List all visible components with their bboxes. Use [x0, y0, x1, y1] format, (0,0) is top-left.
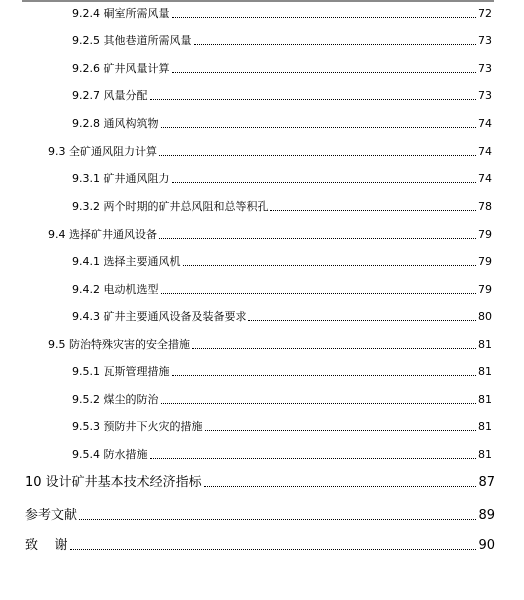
toc-entry-9-5[interactable]	[48, 337, 492, 353]
toc-entry-label: 9.4.2 电动机选型	[72, 283, 159, 296]
toc-entry-label: 9.3 全矿通风阻力计算	[48, 145, 157, 158]
toc-entry-acknowledgements[interactable]	[25, 537, 495, 555]
toc-entry-references[interactable]	[25, 507, 495, 525]
toc-entry-label: 9.3.2 两个时期的矿井总风阻和总等积孔	[72, 200, 269, 213]
toc-entry-page: 81	[478, 393, 492, 406]
toc-entry-label: 9.5.4 防水措施	[72, 448, 148, 461]
toc-entry-page: 81	[478, 448, 492, 461]
toc-entry-page: 87	[478, 475, 495, 490]
toc-entry-label: 9.5 防治特殊灾害的安全措施	[48, 338, 190, 351]
toc-entry-page: 79	[478, 283, 492, 296]
toc-entry-9-2-4[interactable]	[72, 6, 492, 22]
toc-entry-label: 9.5.3 预防井下火灾的措施	[72, 420, 203, 433]
dot-leader	[183, 265, 477, 266]
dot-leader	[159, 238, 476, 239]
dot-leader	[70, 549, 477, 550]
toc-entry-label: 致 谢	[25, 538, 68, 553]
toc-entry-page: 89	[478, 508, 495, 523]
toc-entry-label: 9.2.4 硐室所需风量	[72, 7, 170, 20]
toc-entry-9-4-1[interactable]	[72, 254, 492, 270]
toc-entry-page: 74	[478, 172, 492, 185]
dot-leader	[161, 293, 477, 294]
toc-entry-page: 78	[478, 200, 492, 213]
dot-leader	[172, 375, 477, 376]
toc-entry-page: 72	[478, 7, 492, 20]
dot-leader	[192, 348, 476, 349]
toc-entry-9-2-5[interactable]	[72, 33, 492, 49]
toc-entry-label: 9.4 选择矿井通风设备	[48, 228, 157, 241]
toc-entry-9-2-8[interactable]	[72, 116, 492, 132]
dot-leader	[172, 182, 477, 183]
toc-entry-page: 81	[478, 338, 492, 351]
dot-leader	[79, 519, 476, 520]
toc-entry-label: 9.3.1 矿井通风阻力	[72, 172, 170, 185]
dot-leader	[150, 458, 477, 459]
toc-entry-page: 81	[478, 365, 492, 378]
dot-leader	[205, 430, 477, 431]
dot-leader	[194, 44, 477, 45]
toc-entry-9-3[interactable]	[48, 144, 492, 160]
toc-entry-page: 79	[478, 255, 492, 268]
toc-entry-page: 81	[478, 420, 492, 433]
dot-leader	[150, 99, 477, 100]
toc-entry-label: 9.2.7 风量分配	[72, 89, 148, 102]
dot-leader	[172, 17, 477, 18]
toc-entry-9-2-6[interactable]	[72, 61, 492, 77]
toc-entry-9-3-2[interactable]	[72, 199, 492, 215]
dot-leader	[161, 403, 477, 404]
toc-entry-label: 9.4.1 选择主要通风机	[72, 255, 181, 268]
toc-entry-9-5-4[interactable]	[72, 447, 492, 463]
toc-entry-page: 73	[478, 34, 492, 47]
toc-entry-9-2-7[interactable]	[72, 88, 492, 104]
toc-entry-label: 9.2.5 其他巷道所需风量	[72, 34, 192, 47]
toc-entry-9-5-2[interactable]	[72, 392, 492, 408]
toc-entry-9-4-3[interactable]	[72, 309, 492, 325]
toc-entry-9-4-2[interactable]	[72, 282, 492, 298]
toc-entry-label: 参考文献	[25, 508, 78, 523]
dot-leader	[204, 486, 477, 487]
toc-entry-label: 9.2.6 矿井风量计算	[72, 62, 170, 75]
dot-leader	[161, 127, 477, 128]
toc-entry-9-4[interactable]	[48, 227, 492, 243]
toc-entry-label: 9.5.1 瓦斯管理措施	[72, 365, 170, 378]
dot-leader	[248, 320, 476, 321]
toc-entry-9-5-1[interactable]	[72, 364, 492, 380]
toc-entry-page: 90	[478, 538, 495, 553]
toc-entry-page: 74	[478, 117, 492, 130]
toc-entry-page: 80	[478, 310, 492, 323]
toc-entry-9-3-1[interactable]	[72, 171, 492, 187]
toc-entry-9-5-3[interactable]	[72, 419, 492, 435]
dot-leader	[172, 72, 477, 73]
dot-leader	[159, 155, 476, 156]
dot-leader	[270, 210, 476, 211]
toc-entry-chapter-10[interactable]	[25, 474, 495, 492]
toc-entry-label: 9.2.8 通风构筑物	[72, 117, 159, 130]
toc-entry-page: 79	[478, 228, 492, 241]
toc-entry-page: 73	[478, 62, 492, 75]
toc-entry-label: 10 设计矿井基本技术经济指标	[25, 475, 202, 490]
toc-entry-page: 73	[478, 89, 492, 102]
toc-entry-label: 9.5.2 煤尘的防治	[72, 393, 159, 406]
toc-entry-label: 9.4.3 矿井主要通风设备及装备要求	[72, 310, 247, 323]
toc-entry-page: 74	[478, 145, 492, 158]
top-rule	[22, 0, 494, 2]
